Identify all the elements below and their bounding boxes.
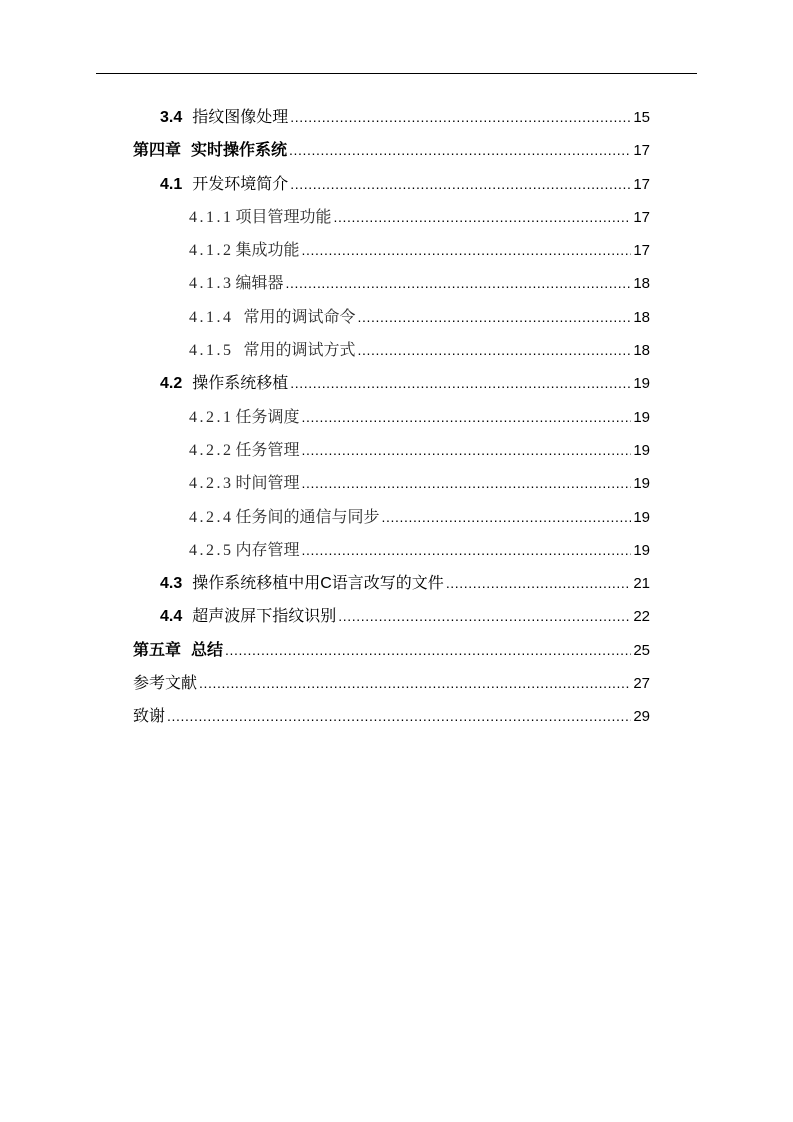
dot-leader [358, 301, 632, 334]
toc-entry-title: 开发环境简介 [192, 175, 289, 193]
toc-entry[interactable] [133, 667, 650, 700]
toc-entry-title: 内存管理 [235, 541, 300, 559]
toc-entry[interactable] [133, 534, 650, 567]
dot-leader [199, 667, 631, 700]
toc-entry[interactable] [133, 467, 650, 500]
toc-entry-page: 18 [633, 275, 650, 293]
toc-entry-number: 第四章 [133, 142, 182, 160]
toc-entry-number: 4.1.2 [189, 242, 234, 260]
dot-leader [302, 401, 632, 434]
toc-entry-page: 18 [633, 342, 650, 360]
toc-entry-title: 常用的调试方式 [243, 342, 356, 360]
dot-leader [382, 501, 632, 534]
dot-leader [334, 201, 632, 234]
toc-entry[interactable] [133, 567, 650, 600]
toc-entry-page: 25 [633, 641, 650, 659]
toc-entry-number: 4.2.2 [189, 441, 234, 459]
toc-entry[interactable] [133, 334, 650, 367]
toc-entry-title: 操作系统移植中用C语言改写的文件 [192, 575, 444, 593]
toc-entry[interactable] [133, 501, 650, 534]
toc-entry-page: 17 [633, 242, 650, 260]
toc-entry-title: 致谢 [133, 708, 166, 726]
toc-entry-page: 21 [633, 575, 650, 593]
toc-entry[interactable] [133, 101, 650, 134]
toc-entry-page: 15 [633, 109, 650, 126]
toc-entry-number: 4.4 [160, 608, 183, 626]
toc-entry-number: 4.3 [160, 575, 183, 593]
toc-entry-number: 4.1.5 [189, 342, 234, 360]
toc-entry-title: 参考文献 [133, 675, 198, 693]
toc-entry-page: 19 [633, 541, 650, 559]
toc-entry[interactable] [133, 168, 650, 201]
toc-entry-number: 4.1 [160, 175, 183, 193]
dot-leader [225, 634, 631, 667]
toc-entry-title: 常用的调试命令 [243, 308, 356, 326]
toc-entry-title: 集成功能 [235, 242, 300, 260]
toc-entry[interactable] [133, 201, 650, 234]
toc-entry-title: 项目管理功能 [235, 208, 332, 226]
toc-entry[interactable] [133, 634, 650, 667]
dot-leader [302, 434, 632, 467]
toc-entry-number: 4.1.4 [189, 308, 234, 326]
toc-entry-page: 29 [633, 708, 650, 726]
toc-entry-page: 17 [633, 208, 650, 226]
toc-entry[interactable] [133, 301, 650, 334]
toc-entry-title: 时间管理 [235, 475, 300, 493]
toc-entry-page: 18 [633, 308, 650, 326]
dot-leader [302, 234, 632, 267]
toc-entry-page: 19 [633, 375, 650, 393]
toc-entry-title: 操作系统移植 [192, 375, 289, 393]
toc-entry-page: 17 [633, 142, 650, 160]
dot-leader [167, 700, 631, 733]
toc-entry-number: 第五章 [133, 641, 182, 659]
toc-entry-page: 27 [633, 675, 650, 693]
toc-entry-number: 4.2.3 [189, 475, 234, 493]
toc-entry-title: 超声波屏下指纹识别 [192, 608, 337, 626]
dot-leader [302, 534, 632, 567]
header-rule [96, 73, 697, 74]
toc-entry[interactable] [133, 267, 650, 300]
toc-entry-number: 3.4 [160, 109, 183, 126]
toc-entry-title: 任务调度 [235, 408, 300, 426]
toc-entry-title: 实时操作系统 [191, 142, 288, 160]
toc-entry-page: 17 [633, 175, 650, 193]
toc-entry-page: 19 [633, 475, 650, 493]
toc-entry-title: 任务管理 [235, 441, 300, 459]
toc-entry[interactable] [133, 134, 650, 167]
dot-leader [290, 101, 631, 134]
dot-leader [286, 267, 632, 300]
toc-entry[interactable] [133, 700, 650, 733]
dot-leader [289, 134, 631, 167]
toc-entry-title: 任务间的通信与同步 [235, 508, 380, 526]
toc-entry-number: 4.2.1 [189, 408, 234, 426]
toc-entry-number: 4.1.3 [189, 275, 234, 293]
dot-leader [290, 367, 631, 400]
toc-entry-number: 4.2.4 [189, 508, 234, 526]
toc-entry[interactable] [133, 234, 650, 267]
toc-entry-page: 22 [633, 608, 650, 626]
toc-entry-number: 4.2.5 [189, 541, 234, 559]
table-of-contents [133, 101, 650, 734]
toc-entry[interactable] [133, 401, 650, 434]
dot-leader [290, 168, 631, 201]
toc-entry-page: 19 [633, 508, 650, 526]
toc-entry-title: 总结 [191, 641, 224, 659]
toc-entry-number: 4.1.1 [189, 208, 234, 226]
toc-entry-page: 19 [633, 441, 650, 459]
dot-leader [302, 467, 632, 500]
toc-entry[interactable] [133, 434, 650, 467]
toc-entry[interactable] [133, 367, 650, 400]
toc-entry-number: 4.2 [160, 375, 183, 393]
toc-entry[interactable] [133, 600, 650, 633]
dot-leader [338, 600, 631, 633]
toc-entry-page: 19 [633, 408, 650, 426]
toc-entry-title: 编辑器 [235, 275, 284, 293]
dot-leader [446, 567, 632, 600]
dot-leader [358, 334, 632, 367]
toc-entry-title: 指纹图像处理 [192, 109, 289, 126]
